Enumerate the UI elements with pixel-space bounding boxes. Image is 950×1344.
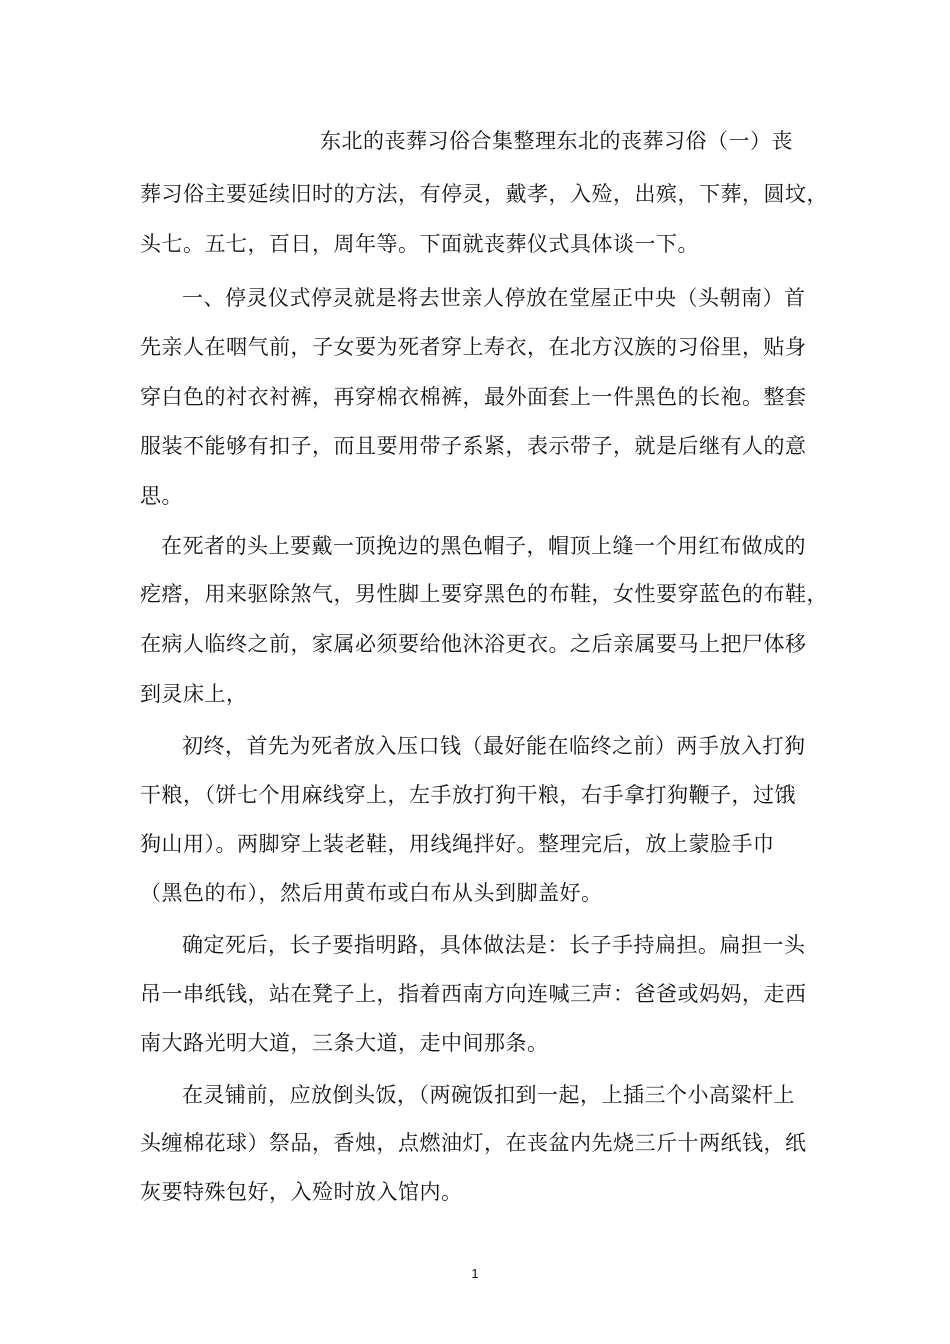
text-line-22: 灰要特殊包好，入殓时放入馆内。 [140,1180,463,1204]
text-line-9: 在死者的头上要戴一顶挽边的黑色帽子，帽顶上缝一个用红布做成的 [161,534,806,558]
text-line-5: 先亲人在咽气前，子女要为死者穿上寿衣，在北方汉族的习俗里，贴身 [140,335,807,359]
text-line-17: 确定死后，长子要指明路，具体做法是：长子手持扁担。扁担一头 [182,933,806,957]
page-number: 1 [471,1266,479,1281]
text-line-7: 服装不能够有扣子，而且要用带子系紧，表示带子，就是后继有人的意 [140,434,807,458]
text-line-21: 头缠棉花球）祭品，香烛，点燃油灯，在丧盆内先烧三斤十两纸钱，纸 [140,1131,807,1155]
text-line-16: （黑色的布），然后用黄布或白布从头到脚盖好。 [140,881,603,905]
text-line-11: 在病人临终之前，家属必须要给他沐浴更衣。之后亲属要马上把尸体移 [140,632,807,656]
text-line-2: 葬习俗主要延续旧时的方法，有停灵，戴孝，入殓，出殡，下葬，圆坟， [140,182,828,206]
text-line-19: 南大路光明大道，三条大道，走中间那条。 [140,1031,549,1055]
text-line-15: 狗山用）。两脚穿上装老鞋，用线绳拌好。整理完后，放上蒙脸手巾 [140,832,775,856]
text-line-8: 思。 [140,484,183,508]
text-line-13: 初终，首先为死者放入压口钱（最好能在临终之前）两手放入打狗 [182,734,806,758]
text-line-14: 干粮，（饼七个用麻线穿上，左手放打狗干粮，右手拿打狗鞭子，过饿 [140,783,796,807]
text-line-6: 穿白色的衬衣衬裤，再穿棉衣棉裤，最外面套上一件黑色的长袍。整套 [140,385,807,409]
text-line-20: 在灵铺前，应放倒头饭，（两碗饭扣到一起，上插三个小高粱杆上 [182,1083,795,1107]
text-line-3: 头七。五七，百日，周年等。下面就丧葬仪式具体谈一下。 [140,232,699,256]
text-line-10: 疙瘩，用来驱除煞气，男性脚上要穿黑色的布鞋，女性要穿蓝色的布鞋， [140,582,828,606]
text-line-18: 吊一串纸钱，站在凳子上，指着西南方向连喊三声：爸爸或妈妈，走西 [140,982,807,1006]
text-line-1: 东北的丧葬习俗合集整理东北的丧葬习俗（一）丧 [320,129,793,153]
text-line-12: 到灵床上， [140,682,248,706]
text-line-4: 一、停灵仪式停灵就是将去世亲人停放在堂屋正中央（头朝南）首 [182,286,806,310]
